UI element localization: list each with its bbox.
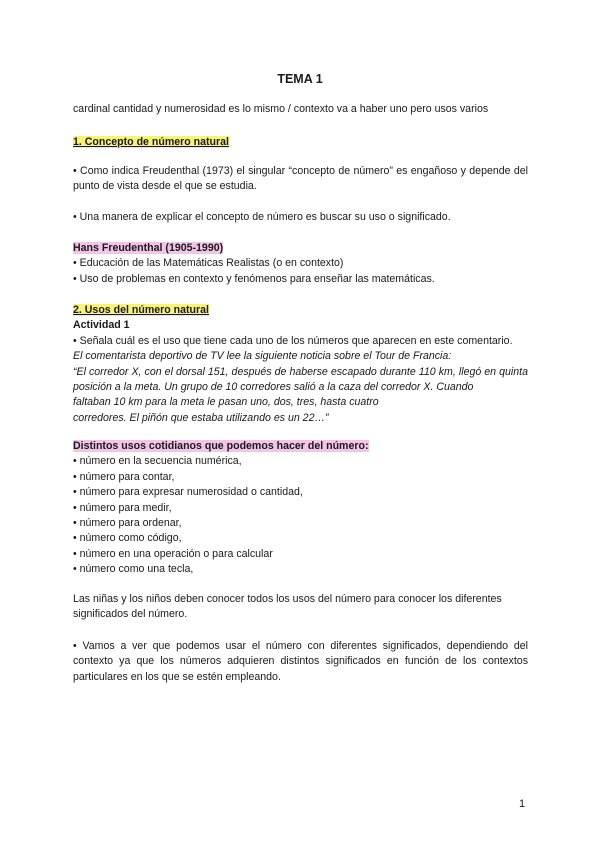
quote-line-3: corredores. El piñón que estaba utilizando es un 22…” <box>73 411 329 424</box>
activity-intro: El comentarista deportivo de TV lee la siguiente noticia sobre el Tour de Francia: <box>73 350 452 363</box>
list-item: • número para contar, <box>73 470 175 483</box>
usos-block <box>73 439 528 578</box>
freudenthal-block <box>73 241 528 287</box>
closing-para2: • Vamos a ver que podemos usar el número con diferentes significados, dependiendo del contexto ya que los números adquieren distintos significados en función de los contextos particulares en los que se estén empleando. <box>73 640 528 683</box>
activity-title: Actividad 1 <box>73 319 130 332</box>
page-number: 1 <box>519 798 526 810</box>
section1-heading <box>73 135 528 150</box>
list-item: • número como código, <box>73 532 182 545</box>
section2-block <box>73 303 528 426</box>
section1-heading-text: 1. Concepto de número natural <box>73 136 229 148</box>
list-item: • Educación de las Matemáticas Realistas (o en contexto) <box>73 257 344 270</box>
list-item: • número en la secuencia numérica, <box>73 455 242 468</box>
freudenthal-heading: Hans Freudenthal (1905-1990) <box>73 242 224 254</box>
quote-line-2: faltaban 10 km para la meta le pasan uno, dos, tres, hasta cuatro <box>73 396 379 409</box>
list-item: • número como una tecla, <box>73 563 194 576</box>
closing-para1: Las niñas y los niños deben conocer todos los usos del número para conocer los diferentes significados del número. <box>73 593 502 621</box>
section2-heading: 2. Usos del número natural <box>73 304 209 316</box>
list-item: • número para expresar numerosidad o cantidad, <box>73 486 303 499</box>
page-title: TEMA 1 <box>277 72 323 86</box>
list-item: • Uso de problemas en contexto y fenómenos para enseñar las matemáticas. <box>73 272 435 285</box>
section1-para2: • Una manera de explicar el concepto de número es buscar su uso o significado. <box>73 211 451 223</box>
intro-text: cardinal cantidad y numerosidad es lo mismo / contexto va a haber uno pero usos varios <box>73 103 489 115</box>
freudenthal-list <box>73 256 528 287</box>
section1-para1: • Como indica Freudenthal (1973) el singular “concepto de número” es engañoso y depende del punto de vista desde el que se estudia. <box>73 165 528 193</box>
list-item: • número para ordenar, <box>73 517 182 530</box>
usos-list <box>73 454 528 577</box>
list-item: • número para medir, <box>73 501 172 514</box>
quote-line-1: “El corredor X, con el dorsal 151, después de haberse escapado durante 110 km, llegó en quinta posición a la meta. Un grupo de 10 corredores salió a la caza del corredor X. Cuando <box>73 365 528 394</box>
list-item: • número en una operación o para calcular <box>73 547 273 560</box>
usos-heading: Distintos usos cotidianos que podemos hacer del número: <box>73 440 369 452</box>
activity-instruction: • Señala cuál es el uso que tiene cada uno de los números que aparecen en este comentario. <box>73 334 513 347</box>
